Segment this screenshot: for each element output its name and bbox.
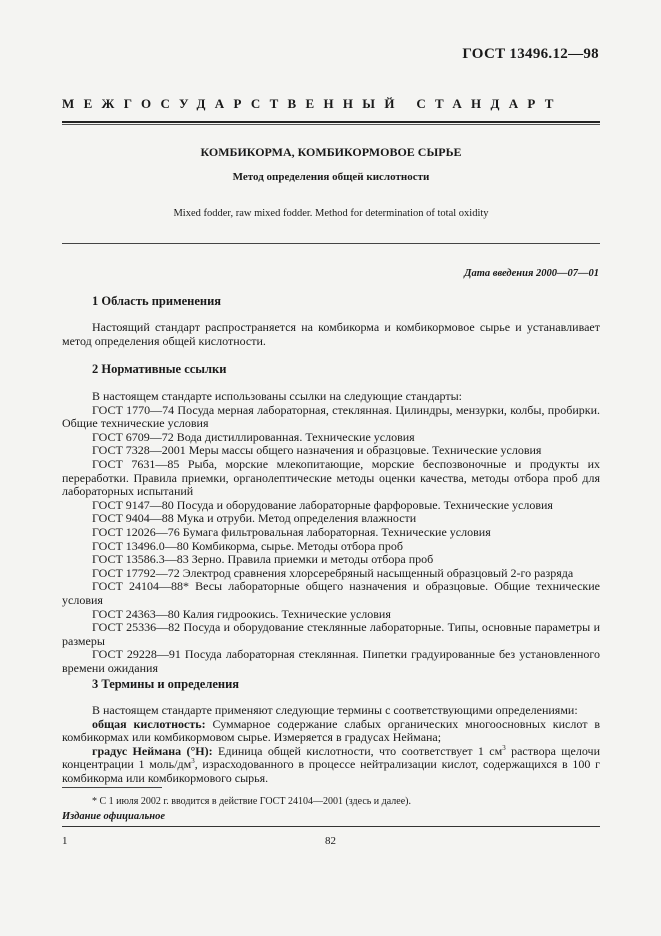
term-name: градус Неймана (°Н): bbox=[92, 743, 213, 758]
bottom-rule bbox=[62, 826, 600, 827]
term-text: Единица общей кислотности, что соответствует 1 см bbox=[212, 743, 503, 758]
document-title: КОМБИКОРМА, КОМБИКОРМОВОЕ СЫРЬЕ bbox=[200, 145, 462, 159]
reference-item: ГОСТ 24363—80 Калия гидроокись. Технические условия bbox=[92, 606, 391, 621]
footnote: * С 1 июля 2002 г. вводится в действие ГОСТ 24104—2001 (здесь и далее). bbox=[92, 796, 411, 807]
term-definition bbox=[62, 718, 600, 745]
footnote-rule bbox=[62, 787, 162, 788]
section-2-heading: 2 Нормативные ссылки bbox=[92, 362, 227, 376]
edition-label: Издание официальное bbox=[62, 811, 166, 822]
reference-item: ГОСТ 25336—82 Посуда и оборудование стеклянные лабораторные. Типы, основные параметры и размеры bbox=[62, 620, 600, 648]
section-1-paragraph: Настоящий стандарт распространяется на комбикорма и комбикормовое сырье и устанавливает метод определения общей кислотности. bbox=[62, 320, 600, 348]
section-3-body bbox=[62, 704, 600, 786]
terms-intro: В настоящем стандарте применяют следующие термины с соответствующими определениями: bbox=[92, 703, 578, 717]
term-name: общая кислотность: bbox=[92, 716, 206, 731]
reference-item: ГОСТ 24104—88* Весы лабораторные общего назначения и образцовые. Общие технические условия bbox=[62, 579, 600, 607]
term-text: Суммарное содержание слабых органических многоосновных кислот в комбикормах или комбикормовом сырье. Измеряется в градусах Неймана; bbox=[62, 716, 600, 745]
reference-item: ГОСТ 12026—76 Бумага фильтровальная лабораторная. Технические условия bbox=[92, 524, 491, 539]
header-rule-thin bbox=[62, 124, 600, 125]
standard-number: ГОСТ 13496.12—98 bbox=[462, 46, 599, 62]
page-number: 82 bbox=[325, 835, 336, 847]
title-rule bbox=[62, 243, 600, 244]
reference-item: ГОСТ 13586.3—83 Зерно. Правила приемки и методы отбора проб bbox=[92, 552, 434, 567]
section-3-heading: 3 Термины и определения bbox=[92, 677, 240, 691]
reference-item: ГОСТ 7631—85 Рыба, морские млекопитающие, морские беспозвоночные и продукты их переработки. Правила приемки, органолептические методы оценки качества, методы отбора проб для лабораторных испытаний bbox=[62, 456, 600, 499]
term-definition bbox=[62, 745, 600, 786]
reference-item: ГОСТ 17792—72 Электрод сравнения хлорсеребряный насыщенный образцовый 2-го разряда bbox=[92, 565, 574, 580]
section-1-body bbox=[62, 321, 600, 348]
sheet-number: 1 bbox=[62, 835, 68, 847]
superscript: 3 bbox=[191, 757, 195, 766]
header-rule-thick bbox=[62, 121, 600, 123]
english-title: Mixed fodder, raw mixed fodder. Method for determination of total oxidity bbox=[173, 208, 489, 219]
reference-item: ГОСТ 7328—2001 Меры массы общего назначения и образцовые. Технические условия bbox=[92, 443, 542, 458]
term-text: раствора щелочи концентрации 1 моль/дм bbox=[62, 743, 600, 772]
document-subtitle: Метод определения общей кислотности bbox=[232, 171, 430, 183]
interstate-standard-banner: МЕЖГОСУДАРСТВЕННЫЙ СТАНДАРТ bbox=[62, 96, 563, 111]
reference-item: ГОСТ 29228—91 Посуда лабораторная стеклянная. Пипетки градуированные без установленного времени ожидания bbox=[62, 647, 600, 675]
section-2-body bbox=[62, 390, 600, 675]
reference-item: ГОСТ 13496.0—80 Комбикорма, сырье. Методы отбора проб bbox=[92, 538, 403, 553]
term-text: , израсходованного в процессе нейтрализации кислот, содержащихся в 100 г комбикорма или комбикормового сырья. bbox=[62, 757, 600, 785]
reference-item: ГОСТ 6709—72 Вода дистиллированная. Технические условия bbox=[92, 429, 415, 444]
introduction-date: Дата введения 2000—07—01 bbox=[464, 268, 599, 279]
superscript: 3 bbox=[502, 743, 506, 752]
section-1-heading: 1 Область применения bbox=[92, 294, 222, 308]
references-intro: В настоящем стандарте использованы ссылки на следующие стандарты: bbox=[92, 389, 463, 403]
reference-item: ГОСТ 1770—74 Посуда мерная лабораторная, стеклянная. Цилиндры, мензурки, колбы, пробирки. Общие технические условия bbox=[62, 402, 600, 431]
reference-item: ГОСТ 9147—80 Посуда и оборудование лабораторные фарфоровые. Технические условия bbox=[92, 497, 553, 512]
reference-item: ГОСТ 9404—88 Мука и отруби. Метод определения влажности bbox=[92, 511, 417, 526]
